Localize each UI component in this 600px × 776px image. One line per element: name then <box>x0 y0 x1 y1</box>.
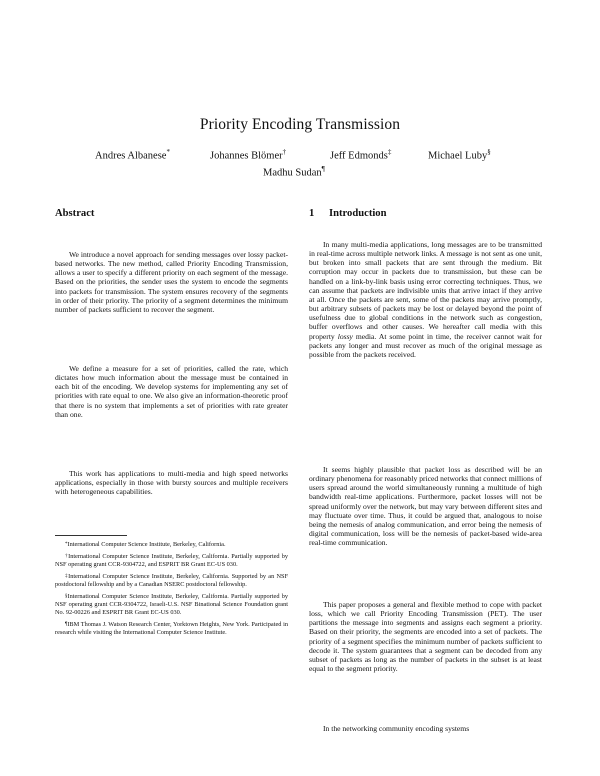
footnote: §International Computer Science Institute, Berkeley, California. Partially supported by NSF operating grant CCR-9304722, Israeli-U.S. NSF Binational Science Foundation grant No. 92-00226 and ESPRIT BR Grant EC-US 030. <box>55 592 288 617</box>
author-2: Johannes Blömer† <box>210 148 287 162</box>
abstract-paragraph: We define a measure for a set of priorities, called the rate, which dictates how much information about the message must be contained in each bit of the encoding. We develop systems for implementing any set of priorities with rate equal to one. We also give an information-theoretic proof that there is no system that implements a set of priorities with rate greater than one. <box>55 364 288 419</box>
author-1: Andres Albanese* <box>95 148 170 162</box>
author-3: Jeff Edmonds‡ <box>330 148 392 162</box>
paper-title: Priority Encoding Transmission <box>199 116 401 133</box>
footnote: ¶IBM Thomas J. Watson Research Center, Yorktown Heights, New York. Participated in research while visiting the International Computer Science Institute. <box>55 621 288 637</box>
author-5: Madhu Sudan¶ <box>263 165 325 179</box>
abstract-paragraph: This work has applications to multi-media and high speed networks applications, especially in those with bursty sources and multiple receivers with heterogeneous capabilities. <box>55 469 288 497</box>
abstract-paragraph: We introduce a novel approach for sending messages over lossy packet-based networks. The new method, called Priority Encoding Transmission, allows a user to specify a different priority on each segment of the message. Based on the priorities, the sender uses the system to encode the segments into packets for transmission. The system ensures recovery of the segments in order of their priority. The priority of a segment determines the minimum number of packets sufficient to recover the segment. <box>55 250 288 314</box>
footnotes <box>55 541 288 641</box>
intro-paragraph: It seems highly plausible that packet loss as described will be an ordinary phenomena for reasonably priced networks that connect millions of users spread around the world simultaneously running a multitude of high bandwidth real-time applications. Furthermore, packet losses will not be spread uniformly over the network, but may vary between different sites and may fluctuate over time. Thus, it could be argued that, analogous to noise being the nemesis of analog communication, and error being the nemesis of digital communication, loss will be the nemesis of packet-based wide-area real-time communication. <box>309 465 542 548</box>
introduction-heading: 1 Introduction <box>309 208 387 219</box>
footnote-divider <box>55 535 127 536</box>
footnote: ‡International Computer Science Institute, Berkeley, California. Supported by an NSF postdoctoral fellowship and by a Canadian NSERC postdoctoral fellowship. <box>55 572 288 588</box>
abstract-heading: Abstract <box>55 208 95 219</box>
footnote: †International Computer Science Institute, Berkeley, California. Partially supported by NSF operating grant CCR-9304722, and ESPRIT BR Grant EC-US 030. <box>55 552 289 568</box>
intro-paragraph: In many multi-media applications, long messages are to be transmitted in real-time across multiple network links. A message is not sent as one unit, but broken into small packets that are sent through the medium. Bit corruption may occur in packets due to transmission, but these can be handled on a link-by-link basis using error correcting techniques. Thus, we can assume that packets are indivisible units that arrive intact if they arrive at all. Once the packets are sent, some of the packets may arrive promptly, but arbitrary subsets of packets may be lost or delayed beyond the point of usefulness due to global conditions in the network such as congestion, buffer overflows and other causes. We hereafter call media with this property lossy media. At some point in time, the receiver cannot wait for packets any longer and must recover as much of the original message as possible from the packets received. <box>309 240 542 359</box>
intro-paragraph: This paper proposes a general and flexible method to cope with packet loss, which we call Priority Encoding Transmission (PET). The user partitions the message into segments and assigns each segment a priority. Based on their priority, the segments are encoded into a set of packets. The priority of a segment specifies the minimum number of packets sufficient to decode it. The system guarantees that a segment can be decoded from any subset of packets as long as the number of packets in the subset is at least equal to the segment priority. <box>309 600 542 674</box>
footnote: *International Computer Science Institute, Berkeley, California. <box>65 541 226 548</box>
intro-paragraph: In the networking community encoding systems <box>323 724 470 733</box>
author-4: Michael Luby§ <box>428 148 491 162</box>
